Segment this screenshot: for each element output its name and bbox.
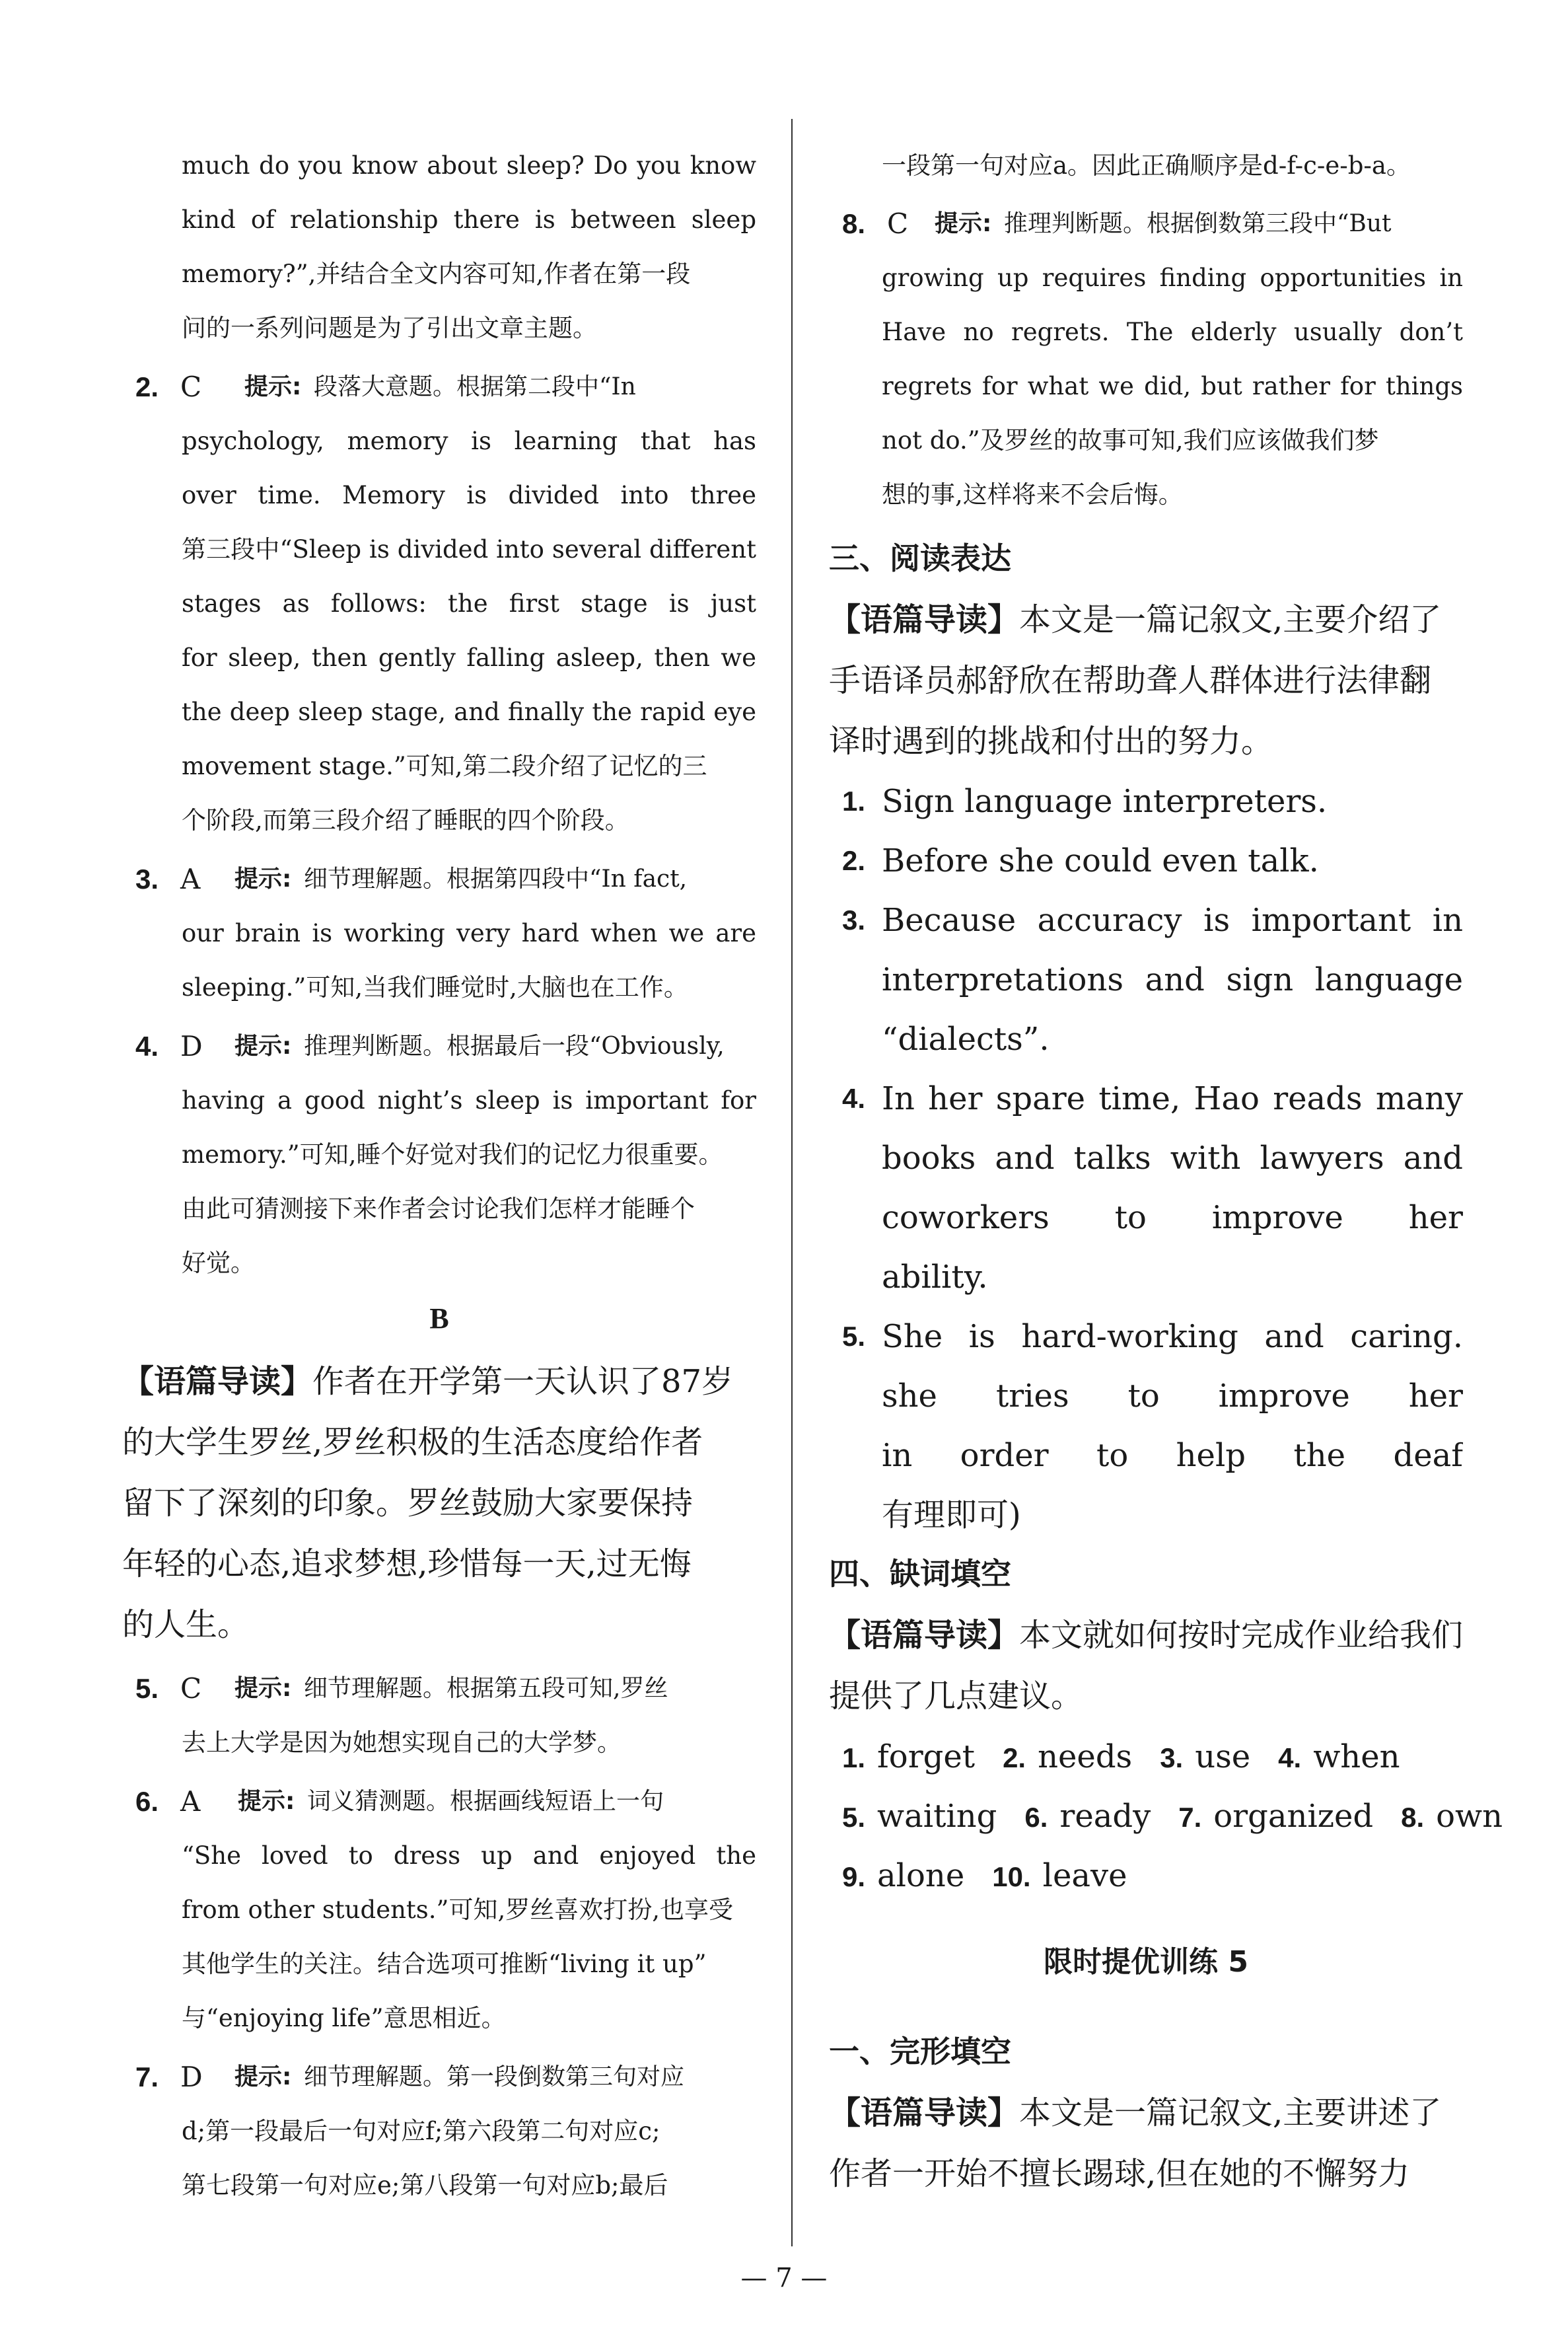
- question-number: 4.: [135, 1031, 159, 1062]
- qa-item: [829, 1306, 1463, 1367]
- q3-line: our brain is working very hard when we are: [182, 919, 756, 947]
- qa-text: ability.: [882, 1259, 988, 1296]
- guide-label: 【语篇导读】: [829, 601, 1020, 638]
- q2-line: stages as follows: the first stage is just: [182, 589, 756, 618]
- q6-line: from other students.”可知,罗丝喜欢打扮,也享受: [182, 1896, 733, 1924]
- fill-number: 10.: [992, 1861, 1031, 1892]
- question-number: 3.: [842, 904, 866, 936]
- question-number: 5.: [842, 1321, 866, 1352]
- guide-text: 本文就如何按时完成作业给我们: [1019, 1617, 1464, 1654]
- q6-line: “She loved to dress up and enjoyed the: [182, 1841, 756, 1870]
- q7-answer: [122, 2050, 756, 2104]
- guide-b-line: 年轻的心态,追求梦想,珍惜每一天,过无悔: [122, 1545, 692, 1582]
- question-number: 1.: [842, 786, 866, 817]
- q4-line: memory.”可知,睡个好觉对我们的记忆力很重要。: [182, 1140, 723, 1169]
- fill-number: 8.: [1401, 1802, 1425, 1833]
- q4-answer: [122, 1019, 756, 1074]
- guide-b-line: 留下了深刻的印象。罗丝鼓励大家要保持: [122, 1485, 694, 1522]
- fill-word: leave: [1042, 1857, 1127, 1894]
- answer-letter: C: [180, 371, 202, 403]
- hint-label: 提示:: [234, 1033, 292, 1060]
- q1-line: much do you know about sleep? Do you know: [182, 151, 756, 180]
- section-b-heading: B: [429, 1302, 449, 1335]
- q1-line: kind of relationship there is between sleep: [182, 205, 756, 234]
- qa-item: [829, 890, 1463, 951]
- question-number: 2.: [135, 371, 159, 402]
- fill-word: when: [1313, 1738, 1400, 1775]
- guide-text: 本文是一篇记叙文,主要介绍了: [1019, 601, 1442, 638]
- guide-b-line: 的大学生罗丝,罗丝积极的生活态度给作者: [122, 1424, 703, 1461]
- hint-label: 提示:: [234, 866, 292, 893]
- q8-line: not do.”及罗丝的故事可知,我们应该做我们梦: [882, 426, 1379, 455]
- q7-continuation: 一段第一句对应a。因此正确顺序是d-f-c-e-b-a。: [882, 151, 1411, 180]
- answer-letter: D: [180, 1030, 203, 1062]
- q2-answer: [122, 360, 756, 414]
- fill-number: 4.: [1278, 1742, 1302, 1773]
- guide3-line: [829, 589, 1463, 650]
- q8-answer: [829, 197, 1463, 251]
- answer-letter: C: [180, 1672, 202, 1705]
- guide3-line: 手语译员郝舒欣在帮助聋人群体进行法律翻: [829, 662, 1432, 699]
- q5-answer: [122, 1662, 756, 1716]
- fill-word: organized: [1213, 1798, 1374, 1835]
- guide-label: 【语篇导读】: [122, 1363, 313, 1400]
- question-number: 3.: [135, 864, 159, 895]
- fill-number: 2.: [1003, 1742, 1026, 1773]
- question-number: 6.: [135, 1786, 159, 1817]
- q1-line: 问的一系列问题是为了引出文章主题。: [182, 314, 597, 342]
- fill-number: 1.: [842, 1742, 866, 1773]
- q2-line: movement stage.”可知,第二段介绍了记忆的三: [182, 752, 707, 780]
- qa-text: 有理即可): [882, 1496, 1021, 1533]
- question-number: 8.: [842, 208, 866, 239]
- page-number: — 7 —: [740, 2263, 828, 2293]
- hint-text: 段落大意题。根据第二段中“In: [314, 373, 636, 400]
- guide-label: 【语篇导读】: [829, 2094, 1020, 2131]
- hint-text: 细节理解题。第一段倒数第三句对应: [304, 2063, 685, 2090]
- section-heading: 一、完形填空: [829, 2034, 1011, 2069]
- q8-line: regrets for what we did, but rather for things: [882, 372, 1463, 400]
- fill-word: own: [1436, 1798, 1503, 1835]
- q6-line: 其他学生的关注。结合选项可推断“living it up”: [182, 1950, 707, 1978]
- hint-label: 提示:: [935, 210, 992, 237]
- q3-line: sleeping.”可知,当我们睡觉时,大脑也在工作。: [182, 973, 688, 1002]
- guide-text: 本文是一篇记叙文,主要讲述了: [1019, 2094, 1442, 2131]
- qa-item: [829, 771, 1463, 832]
- answer-letter: C: [887, 207, 909, 240]
- qa-text: “dialects”.: [882, 1021, 1050, 1058]
- fill-number: 7.: [1178, 1802, 1202, 1833]
- guide-b-line: 的人生。: [122, 1606, 250, 1643]
- q5-line: 去上大学是因为她想实现自己的大学梦。: [182, 1728, 622, 1757]
- fill-word: ready: [1059, 1798, 1151, 1835]
- question-number: 2.: [842, 845, 866, 876]
- q4-line: 由此可猜测接下来作者会讨论我们怎样才能睡个: [182, 1195, 695, 1223]
- hint-text: 词义猜测题。根据画线短语上一句: [307, 1788, 664, 1815]
- q6-line: 与“enjoying life”意思相近。: [182, 2004, 506, 2032]
- qa-text: coworkers to improve her: [882, 1199, 1463, 1236]
- answer-letter: A: [180, 1785, 201, 1818]
- hint-text: 推理判断题。根据最后一段“Obviously,: [304, 1033, 725, 1060]
- q1-line: memory?”,并结合全文内容可知,作者在第一段: [182, 260, 691, 288]
- answer-letter: A: [180, 863, 201, 895]
- qa-text: books and talks with lawyers and: [882, 1140, 1463, 1177]
- qa-item: [829, 1068, 1463, 1129]
- guide1-line: 作者一开始不擅长踢球,但在她的不懈努力: [829, 2155, 1410, 2192]
- hint-label: 提示:: [234, 1675, 292, 1702]
- q7-line: d;第一段最后一句对应f;第六段第二句对应c;: [182, 2117, 660, 2145]
- q2-line: 个阶段,而第三段介绍了睡眠的四个阶段。: [182, 806, 629, 834]
- fill-number: 6.: [1024, 1802, 1048, 1833]
- fill-word: needs: [1038, 1738, 1133, 1775]
- q4-line: 好觉。: [182, 1249, 255, 1277]
- fill-row: [842, 1786, 1503, 1847]
- qa-text: Sign language interpreters.: [882, 783, 1328, 820]
- q3-answer: [122, 852, 756, 906]
- qa-text: Before she could even talk.: [882, 842, 1319, 879]
- q2-line: 第三段中“Sleep is divided into several different: [182, 535, 756, 564]
- qa-item: [829, 830, 1463, 891]
- fill-number: 3.: [1160, 1742, 1184, 1773]
- fill-word: alone: [877, 1857, 965, 1894]
- qa-text: In her spare time, Hao reads many: [882, 1080, 1463, 1117]
- fill-word: waiting: [877, 1798, 997, 1835]
- q2-line: over time. Memory is divided into three: [182, 481, 756, 509]
- fill-word: forget: [877, 1738, 976, 1775]
- qa-text: interpretations and sign language: [882, 961, 1463, 998]
- q2-line: the deep sleep stage, and finally the rapid eye: [182, 698, 756, 726]
- fill-number: 5.: [842, 1802, 866, 1833]
- qa-text: in order to help the deaf: [882, 1437, 1463, 1474]
- hint-text: 推理判断题。根据倒数第三段中“But: [1004, 210, 1392, 237]
- fill-row: [842, 1726, 1476, 1787]
- section-heading: 三、阅读表达: [829, 540, 1011, 576]
- question-number: 7.: [135, 2061, 159, 2092]
- guide-text: 作者在开学第一天认识了87岁: [312, 1363, 734, 1400]
- q2-line: psychology, memory is learning that has: [182, 427, 756, 455]
- guide-label: 【语篇导读】: [829, 1617, 1020, 1654]
- q2-line: for sleep, then gently falling asleep, then we: [182, 644, 756, 672]
- q8-line: 想的事,这样将来不会后悔。: [882, 480, 1183, 509]
- question-number: 5.: [135, 1673, 159, 1704]
- fill-number: 9.: [842, 1861, 866, 1892]
- q6-answer: [122, 1775, 756, 1829]
- hint-label: 提示:: [238, 1788, 295, 1815]
- qa-text: Because accuracy is important in: [882, 902, 1463, 939]
- guide1-line: [829, 2083, 1463, 2143]
- qa-text: she tries to improve her: [882, 1378, 1463, 1415]
- question-number: 4.: [842, 1083, 866, 1114]
- hint-text: 细节理解题。根据第五段可知,罗丝: [304, 1675, 668, 1702]
- guide-b-line: [122, 1351, 756, 1412]
- q4-line: having a good night’s sleep is important for: [182, 1086, 756, 1115]
- training-title: 限时提优训练 5: [1044, 1945, 1248, 1979]
- q7-line: 第七段第一句对应e;第八段第一句对应b;最后: [182, 2171, 668, 2199]
- hint-label: 提示:: [244, 373, 302, 400]
- fill-word: use: [1195, 1738, 1251, 1775]
- guide3-line: 译时遇到的挑战和付出的努力。: [829, 723, 1273, 760]
- q8-line: Have no regrets. The elderly usually don’t: [882, 318, 1463, 346]
- answer-letter: D: [180, 2061, 203, 2093]
- hint-text: 细节理解题。根据第四段中“In fact,: [304, 866, 688, 893]
- q8-line: growing up requires finding opportunities in: [882, 264, 1463, 292]
- qa-text: She is hard-working and caring.: [882, 1318, 1463, 1355]
- guide4-line: [829, 1605, 1463, 1666]
- hint-label: 提示:: [234, 2063, 292, 2090]
- guide4-line: 提供了几点建议。: [829, 1678, 1083, 1715]
- section-heading: 四、缺词填空: [829, 1556, 1011, 1592]
- column-divider: [791, 119, 793, 2246]
- fill-row: [842, 1845, 1476, 1906]
